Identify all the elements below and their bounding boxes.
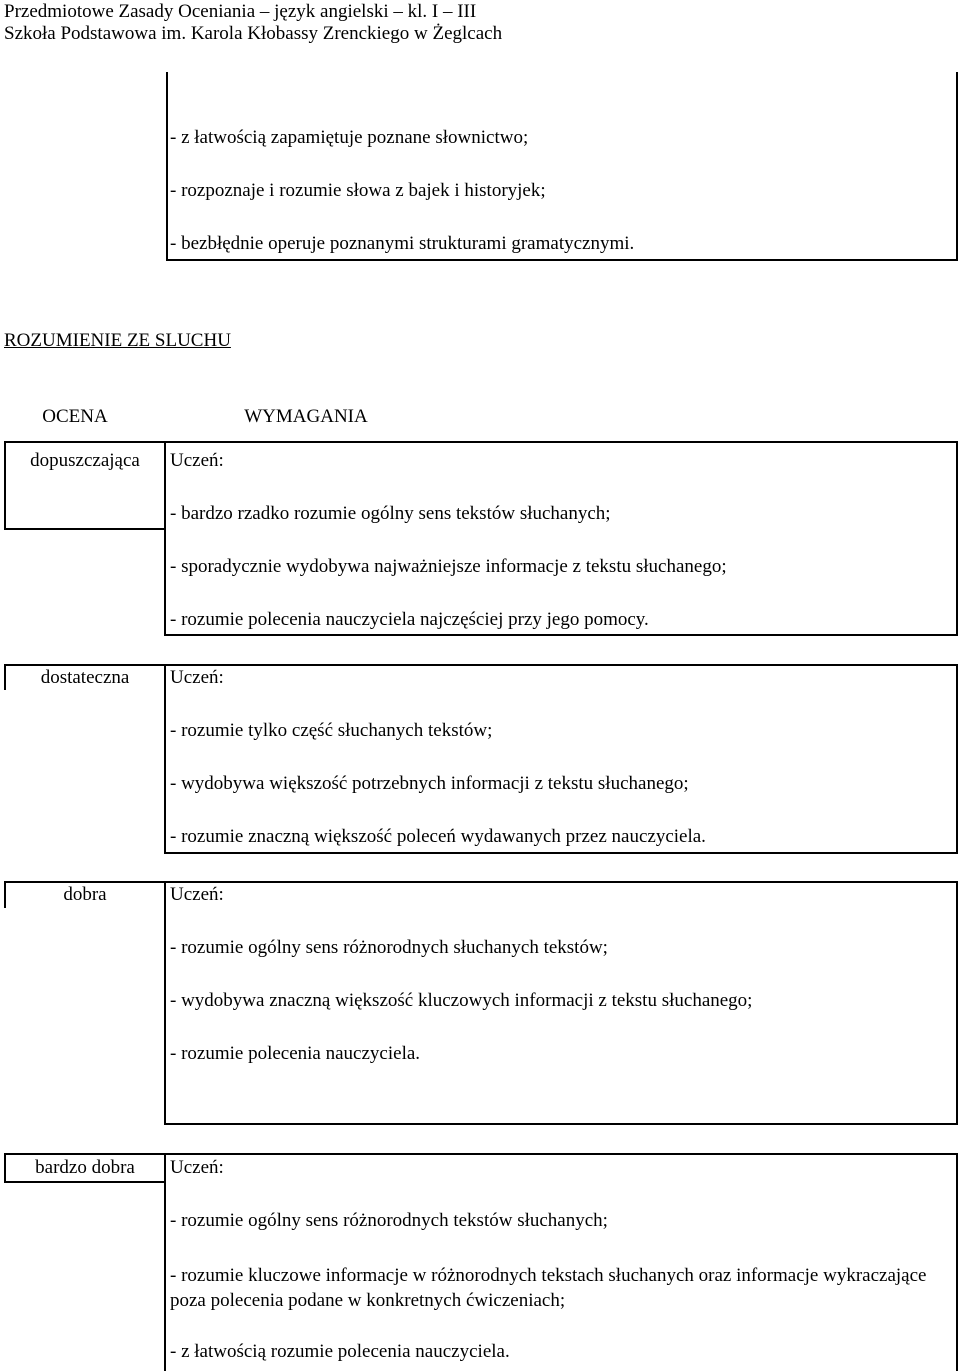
student-label: Uczeń: bbox=[170, 1157, 224, 1178]
row-top-border bbox=[4, 441, 958, 443]
row-divider bbox=[164, 441, 166, 636]
row-top-border bbox=[4, 1153, 958, 1155]
section-title: ROZUMIENIE ZE SLUCHU bbox=[4, 330, 231, 351]
column-header-requirements: WYMAGANIA bbox=[244, 406, 368, 427]
top-box-right-border bbox=[956, 72, 958, 261]
row-divider bbox=[164, 1153, 166, 1371]
list-item: - rozumie ogólny sens różnorodnych słuchanych tekstów; bbox=[170, 937, 608, 958]
document-header-title: Przedmiotowe Zasady Oceniania – język angielski – kl. I – III bbox=[4, 1, 477, 22]
list-item: - wydobywa większość potrzebnych informacji z tekstu słuchanego; bbox=[170, 773, 689, 794]
list-item: - rozumie kluczowe informacje w różnorodnych tekstach słuchanych oraz informacje wykraczające poza polecenia podane w konkretnych ćwiczeniach; bbox=[170, 1265, 927, 1311]
row-divider bbox=[164, 664, 166, 854]
row-right-border bbox=[956, 441, 958, 636]
list-item: - z łatwością rozumie polecenia nauczyciela. bbox=[170, 1341, 510, 1362]
list-item: - bardzo rzadko rozumie ogólny sens tekstów słuchanych; bbox=[170, 503, 611, 524]
row-bottom-border bbox=[164, 1123, 958, 1125]
list-item: - rozumie tylko część słuchanych tekstów; bbox=[170, 720, 493, 741]
top-box-left-border bbox=[166, 72, 168, 261]
row-top-border bbox=[4, 881, 958, 883]
row-bottom-border bbox=[164, 852, 958, 854]
list-item: - rozumie polecenia nauczyciela. bbox=[170, 1043, 421, 1064]
student-label: Uczeń: bbox=[170, 884, 224, 905]
list-item: - sporadycznie wydobywa najważniejsze informacje z tekstu słuchanego; bbox=[170, 556, 727, 577]
grade-label: dopuszczająca bbox=[30, 450, 140, 471]
row-divider bbox=[164, 881, 166, 1125]
grade-label: dobra bbox=[63, 884, 107, 905]
row-grade-bottom-border bbox=[4, 1181, 166, 1183]
grade-label: dostateczna bbox=[40, 667, 130, 688]
list-item: - rozumie polecenia nauczyciela najczęściej przy jego pomocy. bbox=[170, 609, 649, 630]
column-header-grade: OCENA bbox=[42, 406, 108, 427]
list-item: - z łatwością zapamiętuje poznane słownictwo; bbox=[170, 127, 529, 148]
row-top-border bbox=[4, 664, 958, 666]
row-bottom-border bbox=[164, 634, 958, 636]
row-right-border bbox=[956, 1153, 958, 1371]
list-item: - wydobywa znaczną większość kluczowych informacji z tekstu słuchanego; bbox=[170, 990, 753, 1011]
list-item: - bezbłędnie operuje poznanymi strukturami gramatycznymi. bbox=[170, 233, 635, 254]
list-item: - rozpoznaje i rozumie słowa z bajek i historyjek; bbox=[170, 180, 546, 201]
list-item: - rozumie znaczną większość poleceń wydawanych przez nauczyciela. bbox=[170, 826, 706, 847]
student-label: Uczeń: bbox=[170, 450, 224, 471]
student-label: Uczeń: bbox=[170, 667, 224, 688]
row-grade-bottom-border bbox=[4, 528, 166, 530]
document-header-school: Szkoła Podstawowa im. Karola Kłobassy Zrenckiego w Żeglcach bbox=[4, 23, 503, 44]
row-right-border bbox=[956, 664, 958, 854]
list-item: - rozumie ogólny sens różnorodnych tekstów słuchanych; bbox=[170, 1210, 608, 1231]
grade-label: bardzo dobra bbox=[35, 1157, 135, 1178]
row-right-border bbox=[956, 881, 958, 1125]
